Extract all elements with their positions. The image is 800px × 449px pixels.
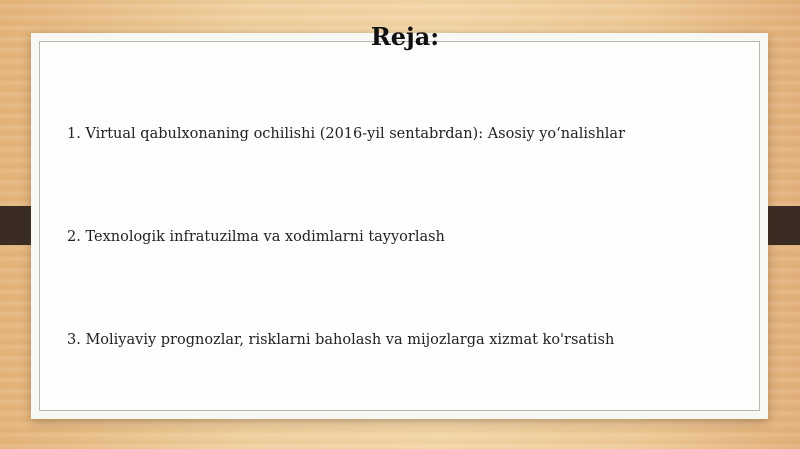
plan-item-3: 3. Moliyaviy prognozlar, risklarni baholash va mijozlarga xizmat ko'rsatish — [67, 332, 615, 348]
plan-item-1: 1. Virtual qabulxonaning ochilishi (2016-yil sentabrdan): Asosiy yo‘nalishlar — [67, 126, 625, 142]
plan-item-2: 2. Texnologik infratuzilma va xodimlarni tayyorlash — [67, 229, 445, 245]
content-card — [31, 33, 768, 419]
content-card-border — [39, 41, 760, 411]
slide-title: Reja: — [370, 22, 440, 51]
